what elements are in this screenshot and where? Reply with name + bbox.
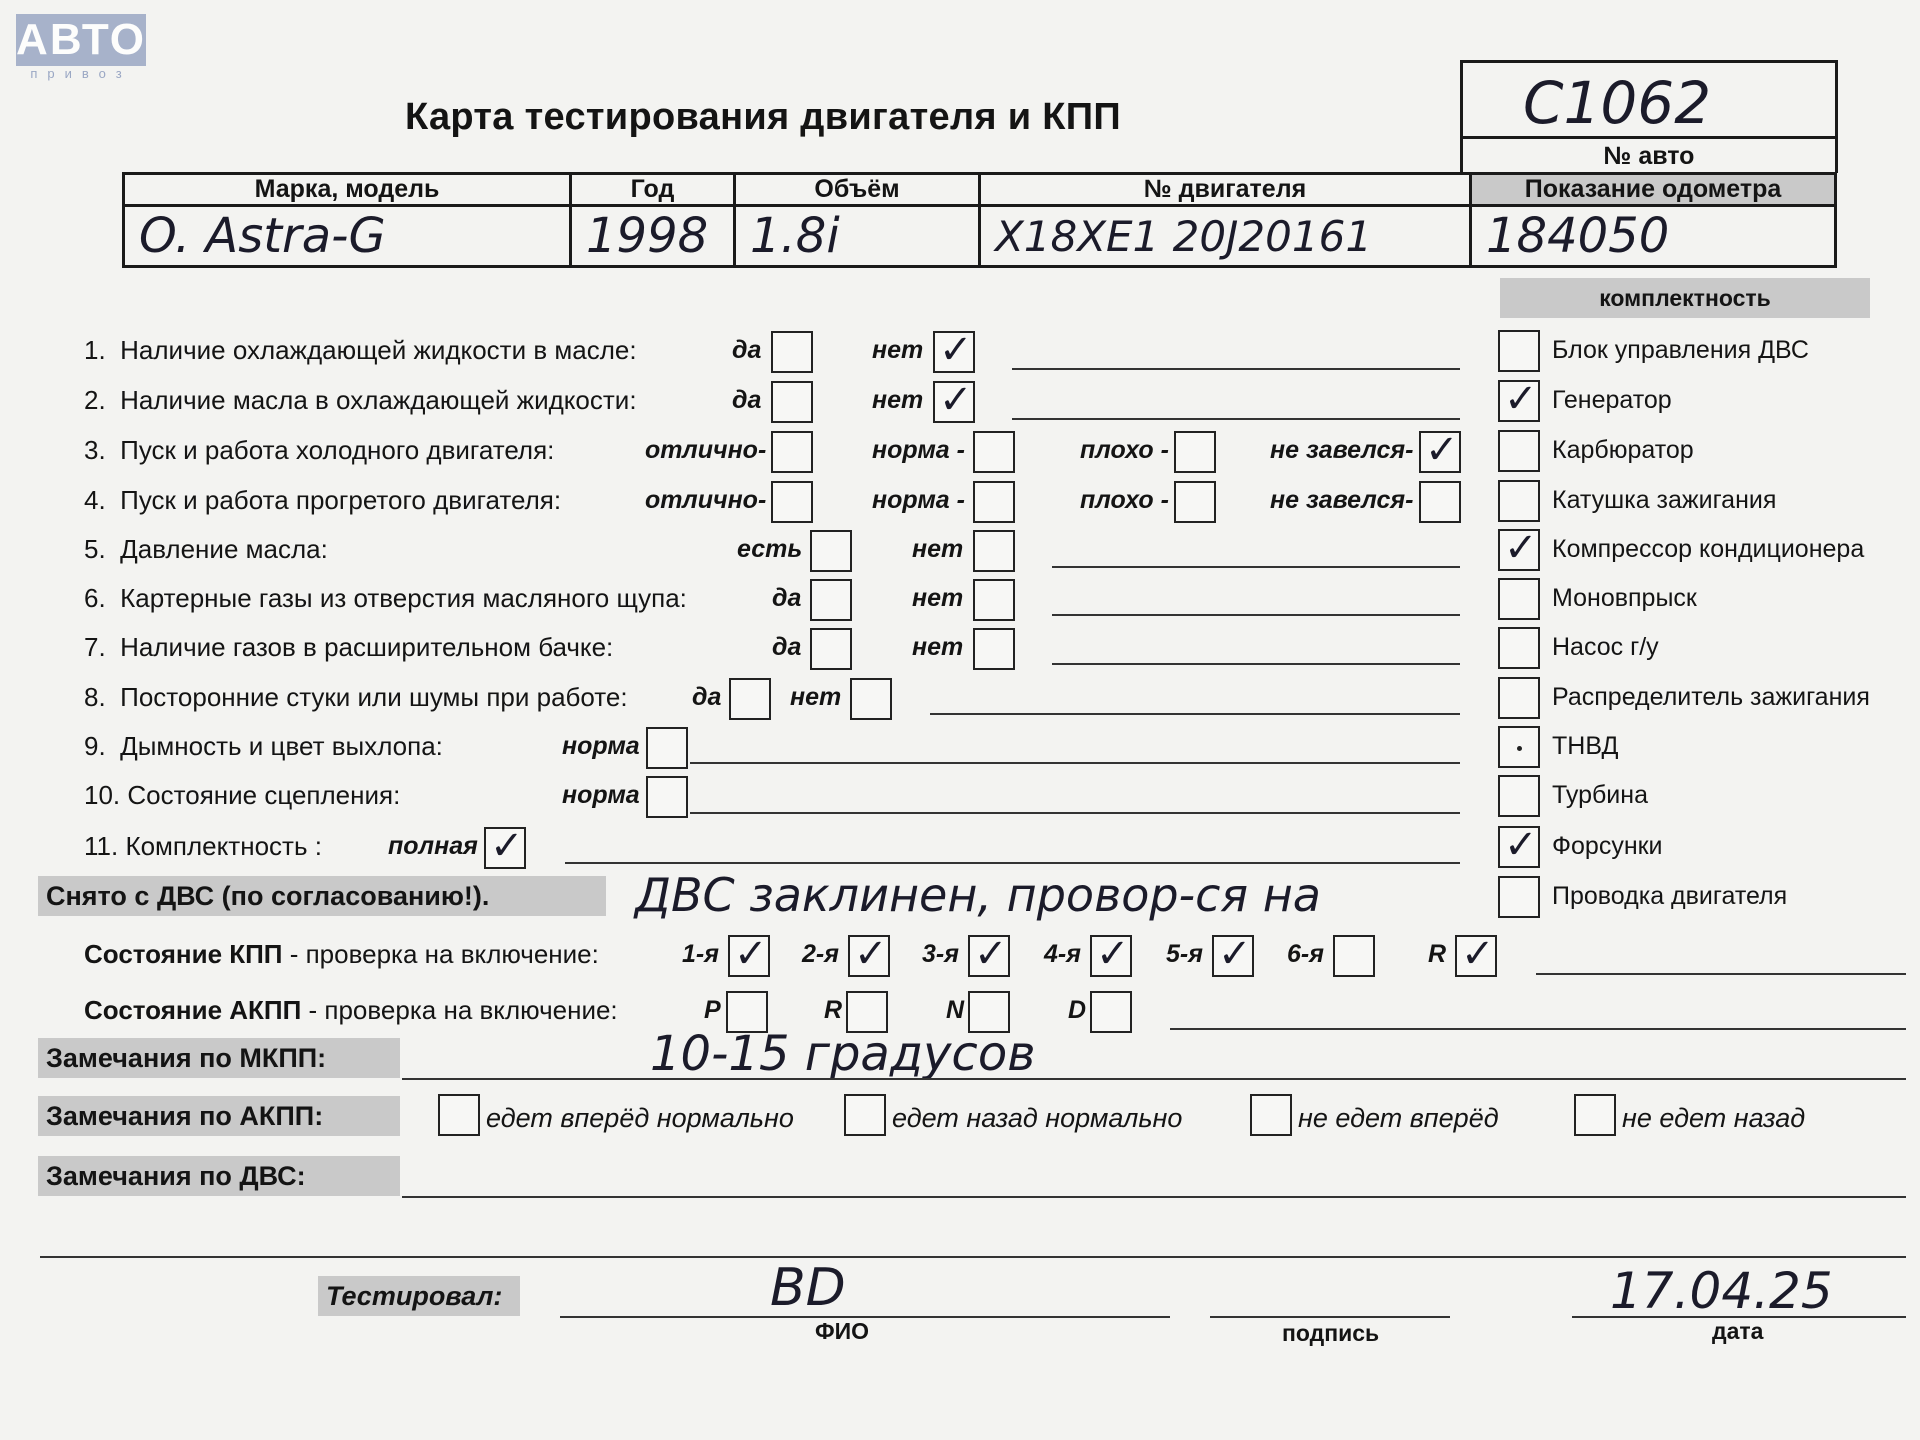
akpp-gear-p: P xyxy=(704,996,721,1024)
kit-item-injectors: Форсунки xyxy=(1552,832,1663,860)
tester-sign-line xyxy=(1210,1316,1450,1318)
check-5-yes-box[interactable] xyxy=(810,530,852,572)
mkpp-notes-label: Замечания по МКПП: xyxy=(38,1038,400,1078)
auto-number-label: № авто xyxy=(1463,136,1835,173)
check-row-1: 1. Наличие охлаждающей жидкости в масле: xyxy=(84,335,637,365)
header-label-model: Марка, модель xyxy=(124,174,571,206)
tester-date-value: 17.04.25 xyxy=(1610,1262,1833,1320)
check-3-normal-box[interactable] xyxy=(973,431,1015,473)
check-row-8: 8. Посторонние стуки или шумы при работе: xyxy=(84,682,628,712)
kit-item-injection-pump: ТНВД xyxy=(1552,732,1619,760)
kit-box-3[interactable] xyxy=(1498,480,1540,522)
akpp-notes-no-forward: не едет вперёд xyxy=(1298,1103,1499,1133)
kpp-gear-1-box[interactable] xyxy=(728,935,770,977)
check-7-yes-box[interactable] xyxy=(810,628,852,670)
header-value-engine-no: X18XE1 20J20161 xyxy=(980,206,1471,267)
check-6-yes-box[interactable] xyxy=(810,579,852,621)
check-3-excellent-box[interactable] xyxy=(771,431,813,473)
removed-note: ДВС заклинен, провор-ся на xyxy=(635,868,1321,922)
akpp-gear-r: R xyxy=(824,996,843,1024)
check-7-opt-no: нет xyxy=(912,633,964,661)
akpp-label: Состояние АКПП - проверка на включение: xyxy=(84,995,618,1025)
kit-box-0[interactable] xyxy=(1498,330,1540,372)
kit-box-10[interactable] xyxy=(1498,826,1540,868)
check-5-opt-no: нет xyxy=(912,535,964,563)
kit-box-8[interactable] xyxy=(1498,726,1540,768)
check-2-opt-no: нет xyxy=(872,386,924,414)
tester-sign-label: подпись xyxy=(1282,1320,1380,1346)
dvs-notes-line xyxy=(402,1196,1906,1198)
kpp-gear-2-box[interactable] xyxy=(848,935,890,977)
kit-item-ecu: Блок управления ДВС xyxy=(1552,336,1809,364)
header-value-model: O. Astra-G xyxy=(124,206,571,267)
kit-box-4[interactable] xyxy=(1498,529,1540,571)
akpp-line xyxy=(1170,1028,1906,1030)
kit-item-turbine: Турбина xyxy=(1552,781,1648,809)
check-4-normal-box[interactable] xyxy=(973,481,1015,523)
check-5-opt-yes: есть xyxy=(737,535,803,563)
check-5-line xyxy=(1052,566,1460,568)
check-2-opt-yes: да xyxy=(732,386,762,414)
check-8-line xyxy=(930,713,1460,715)
kit-item-ignition-coil: Катушка зажигания xyxy=(1552,486,1777,514)
kpp-gear-6: 6-я xyxy=(1287,940,1324,968)
check-row-6: 6. Картерные газы из отверстия масляного щупа: xyxy=(84,583,687,613)
akpp-notes-forward-ok: едет вперёд нормально xyxy=(486,1103,794,1133)
akpp-notes-backward-ok: едет назад нормально xyxy=(892,1103,1183,1133)
kpp-gear-1: 1-я xyxy=(682,940,719,968)
akpp-notes-label: Замечания по АКПП: xyxy=(38,1096,400,1136)
check-4-opt-excellent: отлично- xyxy=(645,486,767,514)
kit-item-power-steering-pump: Насос г/у xyxy=(1552,633,1659,661)
check-6-line xyxy=(1052,614,1460,616)
check-4-opt-bad: плохо - xyxy=(1080,486,1169,514)
check-9-opt-normal: норма xyxy=(562,732,640,760)
check-3-opt-excellent: отлично- xyxy=(645,436,767,464)
kpp-gear-4: 4-я xyxy=(1044,940,1081,968)
check-10-line xyxy=(690,812,1460,814)
header-label-odometer: Показание одометра xyxy=(1471,174,1836,206)
kpp-gear-6-box[interactable] xyxy=(1333,935,1375,977)
kit-box-11[interactable] xyxy=(1498,876,1540,918)
kpp-gear-r-box[interactable] xyxy=(1455,935,1497,977)
kit-item-mono-injection: Моновпрыск xyxy=(1552,584,1697,612)
akpp-gear-n: N xyxy=(946,996,965,1024)
vehicle-header-table xyxy=(122,172,1837,268)
header-label-engine-no: № двигателя xyxy=(980,174,1471,206)
check-row-4: 4. Пуск и работа прогретого двигателя: xyxy=(84,485,562,515)
check-11-full-box[interactable] xyxy=(484,827,526,869)
check-1-line xyxy=(1012,368,1460,370)
header-value-year: 1998 xyxy=(571,206,735,267)
akpp-notes-forward-ok-box[interactable] xyxy=(438,1094,480,1136)
check-4-bad-box[interactable] xyxy=(1174,481,1216,523)
check-4-nostart-box[interactable] xyxy=(1419,481,1461,523)
check-11-opt-full: полная xyxy=(388,832,478,860)
auto-number-box xyxy=(1460,60,1838,173)
logo-subtitle: привоз xyxy=(30,66,132,81)
check-6-no-box[interactable] xyxy=(973,579,1015,621)
check-4-opt-nostart: не завелся- xyxy=(1270,486,1414,514)
check-3-opt-normal: норма - xyxy=(872,436,965,464)
kpp-gear-5: 5-я xyxy=(1166,940,1203,968)
check-7-opt-yes: да xyxy=(772,633,802,661)
tester-fio-value: BD xyxy=(770,1258,846,1318)
header-label-volume: Объём xyxy=(735,174,980,206)
logo-watermark: АВТО xyxy=(16,15,146,64)
check-1-yes-box[interactable] xyxy=(771,331,813,373)
kit-item-generator: Генератор xyxy=(1552,386,1672,414)
kit-item-ac-compressor: Компрессор кондиционера xyxy=(1552,535,1865,563)
kpp-gear-2: 2-я xyxy=(802,940,839,968)
check-1-opt-no: нет xyxy=(872,336,924,364)
tester-label: Тестировал: xyxy=(318,1276,520,1316)
dvs-notes-label: Замечания по ДВС: xyxy=(38,1156,400,1196)
kit-box-2[interactable] xyxy=(1498,430,1540,472)
check-10-normal-box[interactable] xyxy=(646,776,688,818)
check-2-yes-box[interactable] xyxy=(771,381,813,423)
check-11-line xyxy=(565,862,1460,864)
kpp-gear-4-box[interactable] xyxy=(1090,935,1132,977)
tester-date-label: дата xyxy=(1712,1318,1764,1344)
check-row-11: 11. Комплектность : xyxy=(84,831,322,861)
check-row-9: 9. Дымность и цвет выхлопа: xyxy=(84,731,443,761)
kit-item-carburetor: Карбюратор xyxy=(1552,436,1694,464)
check-1-no-box[interactable] xyxy=(933,331,975,373)
check-8-yes-box[interactable] xyxy=(729,678,771,720)
check-9-normal-box[interactable] xyxy=(646,727,688,769)
page-title: Карта тестирования двигателя и КПП xyxy=(405,96,1121,138)
kpp-gear-3: 3-я xyxy=(922,940,959,968)
kpp-gear-r: R xyxy=(1428,940,1447,968)
kpp-gear-3-box[interactable] xyxy=(968,935,1010,977)
check-row-10: 10. Состояние сцепления: xyxy=(84,780,401,810)
check-6-opt-yes: да xyxy=(772,584,802,612)
kit-item-engine-wiring: Проводка двигателя xyxy=(1552,882,1788,910)
mkpp-notes-value: 10-15 градусов xyxy=(650,1026,1036,1082)
header-value-volume: 1.8i xyxy=(735,206,980,267)
akpp-gear-d: D xyxy=(1068,996,1087,1024)
auto-number-value: C1062 xyxy=(1523,69,1712,137)
kit-box-6[interactable] xyxy=(1498,627,1540,669)
check-3-bad-box[interactable] xyxy=(1174,431,1216,473)
kit-box-5[interactable] xyxy=(1498,578,1540,620)
kit-box-1[interactable] xyxy=(1498,380,1540,422)
kit-box-7[interactable] xyxy=(1498,677,1540,719)
header-value-odometer: 184050 xyxy=(1471,206,1836,267)
check-row-5: 5. Давление масла: xyxy=(84,534,328,564)
check-6-opt-no: нет xyxy=(912,584,964,612)
removed-label: Снято с ДВС (по согласованию!). xyxy=(38,876,606,916)
check-2-no-box[interactable] xyxy=(933,381,975,423)
check-3-opt-bad: плохо - xyxy=(1080,436,1169,464)
check-5-no-box[interactable] xyxy=(973,530,1015,572)
check-3-opt-nostart: не завелся- xyxy=(1270,436,1414,464)
akpp-notes-backward-ok-box[interactable] xyxy=(844,1094,886,1136)
dvs-notes-line-2 xyxy=(40,1256,1906,1258)
check-8-opt-yes: да xyxy=(692,683,722,711)
akpp-notes-no-forward-box[interactable] xyxy=(1250,1094,1292,1136)
check-7-line xyxy=(1052,663,1460,665)
kpp-label: Состояние КПП - проверка на включение: xyxy=(84,939,599,969)
check-7-no-box[interactable] xyxy=(973,628,1015,670)
check-8-opt-no: нет xyxy=(790,683,842,711)
check-2-line xyxy=(1012,418,1460,420)
kit-item-distributor: Распределитель зажигания xyxy=(1552,683,1870,711)
check-row-2: 2. Наличие масла в охлаждающей жидкости: xyxy=(84,385,637,415)
akpp-notes-no-backward: не едет назад xyxy=(1622,1103,1806,1133)
check-3-nostart-box[interactable] xyxy=(1419,431,1461,473)
mkpp-notes-line xyxy=(402,1078,1906,1080)
kit-box-9[interactable] xyxy=(1498,775,1540,817)
check-row-7: 7. Наличие газов в расширительном бачке: xyxy=(84,632,614,662)
check-4-excellent-box[interactable] xyxy=(771,481,813,523)
check-row-3: 3. Пуск и работа холодного двигателя: xyxy=(84,435,555,465)
kpp-line xyxy=(1536,973,1906,975)
check-9-line xyxy=(690,762,1460,764)
tester-fio-label: ФИО xyxy=(815,1318,870,1344)
akpp-gear-d-box[interactable] xyxy=(1090,991,1132,1033)
check-4-opt-normal: норма - xyxy=(872,486,965,514)
kit-title: комплектность xyxy=(1500,278,1870,318)
check-10-opt-normal: норма xyxy=(562,781,640,809)
akpp-notes-no-backward-box[interactable] xyxy=(1574,1094,1616,1136)
kpp-gear-5-box[interactable] xyxy=(1212,935,1254,977)
header-label-year: Год xyxy=(571,174,735,206)
check-8-no-box[interactable] xyxy=(850,678,892,720)
check-1-opt-yes: да xyxy=(732,336,762,364)
